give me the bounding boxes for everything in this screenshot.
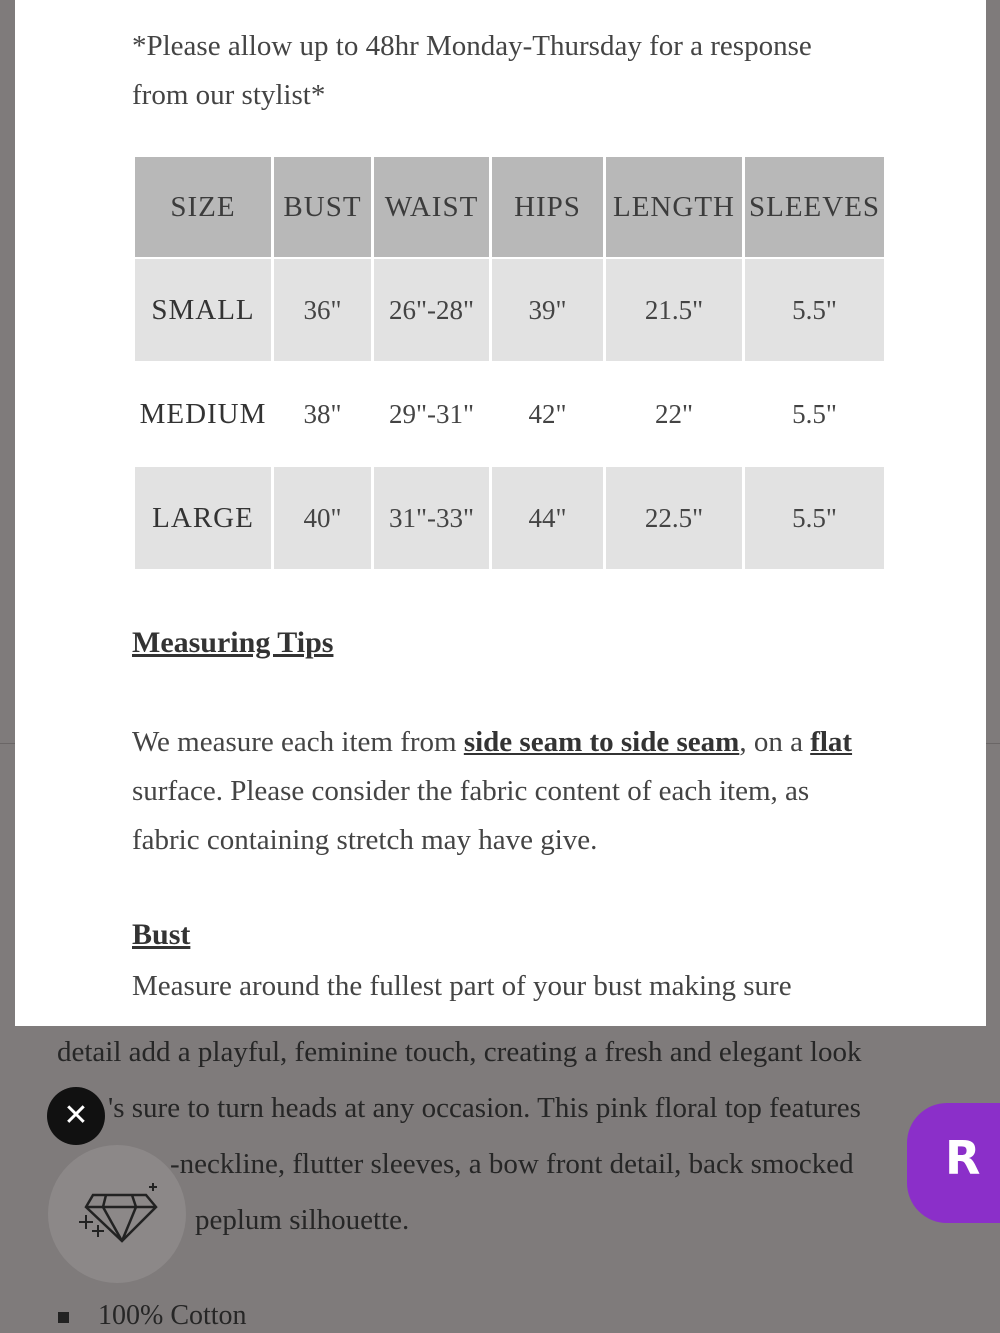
table-cell: 44" (492, 467, 603, 569)
table-cell: 5.5" (792, 398, 837, 429)
description-line: 's sure to turn heads at any occasion. This pink floral top features (108, 1092, 861, 1124)
column-header: SIZE (135, 157, 271, 257)
column-header: BUST (274, 157, 371, 257)
table-cell: 22.5" (606, 467, 742, 569)
table-cell: LARGE (135, 467, 271, 569)
table-row (135, 467, 884, 569)
column-header: HIPS (492, 157, 603, 257)
bust-heading: Bust (132, 918, 191, 951)
table-cell: 22" (654, 398, 694, 429)
table-cell: 31"-33" (374, 467, 489, 569)
table-cell: 5.5" (745, 259, 884, 361)
r-logo-icon: R (945, 1131, 981, 1185)
description-line: detail add a playful, feminine touch, creating a fresh and elegant look (57, 1036, 862, 1068)
paragraph-text: We measure each item from (132, 726, 464, 758)
table-header-row (135, 157, 884, 257)
table-cell: 26"-28" (374, 259, 489, 361)
close-button[interactable]: ✕ (47, 1087, 105, 1145)
size-chart-table (132, 155, 887, 571)
diamond-icon (48, 1145, 186, 1283)
flat-link[interactable]: flat (810, 726, 853, 758)
bust-paragraph: Measure around the fullest part of your bust making sure (132, 970, 792, 1002)
column-header: LENGTH (606, 157, 742, 257)
table-cell: 21.5" (606, 259, 742, 361)
description-line: -neckline, flutter sleeves, a bow front detail, back smocked (170, 1148, 854, 1180)
table-cell: 39" (492, 259, 603, 361)
table-row (135, 363, 884, 465)
table-cell: 29"-31" (388, 398, 475, 429)
table-cell: 40" (274, 467, 371, 569)
measuring-tips-heading: Measuring Tips (132, 626, 334, 659)
rewards-button[interactable] (48, 1145, 186, 1283)
table-row (135, 259, 884, 361)
description-line: peplum silhouette. (195, 1204, 410, 1236)
material-bullet: 100% Cotton (98, 1300, 247, 1331)
column-header: SLEEVES (745, 157, 884, 257)
table-cell: 38" (303, 398, 342, 429)
measuring-tips-paragraph (132, 718, 872, 865)
table-cell: 36" (274, 259, 371, 361)
paragraph-text: , on a (739, 726, 811, 758)
r-widget-button[interactable] (907, 1103, 1000, 1223)
bullet-icon (58, 1312, 69, 1323)
paragraph-text: surface. Please consider the fabric content of each item, as fabric containing stretch may have give. (132, 775, 810, 856)
stylist-note: *Please allow up to 48hr Monday-Thursday for a response from our stylist* (132, 30, 812, 111)
table-cell: 42" (528, 398, 567, 429)
size-chart-modal (15, 0, 986, 1026)
table-cell: MEDIUM (139, 397, 267, 430)
side-seam-link[interactable]: side seam to side seam (463, 726, 740, 758)
table-cell: SMALL (135, 259, 271, 361)
column-header: WAIST (374, 157, 489, 257)
table-cell: 5.5" (745, 467, 884, 569)
